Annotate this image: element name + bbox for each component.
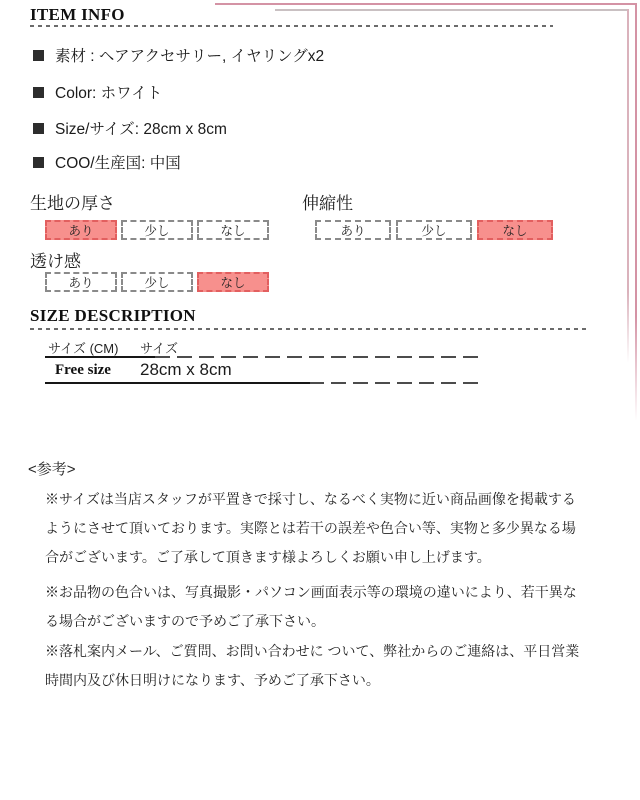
bullet-item-label: Size/サイズ: 28cm x 8cm: [55, 121, 227, 138]
reference-paragraph-color: ※お品物の色合いは、写真撮影・パソコン画面表示等の環境の違いにより、若干異なる場合がございますので予めご了承下さい。: [45, 584, 577, 629]
bullet-item-size: [33, 117, 227, 139]
size-table-row-rule: [45, 382, 485, 384]
size-table-col-header-cm: サイズ (CM): [48, 341, 119, 356]
size-description-underline: [30, 328, 590, 330]
square-bullet-icon: [33, 157, 44, 168]
corner-frame-outer-right: [635, 3, 637, 421]
chip-nashi-selected: なし: [477, 220, 553, 240]
chip-ari: あり: [315, 220, 391, 240]
item-info-underline: [30, 25, 553, 27]
chip-sukoshi: 少し: [396, 220, 472, 240]
attr-label-stretch: 伸縮性: [302, 194, 353, 213]
attr-label-fabric-thickness: 生地の厚さ: [30, 194, 115, 213]
corner-frame-inner-top: [275, 9, 629, 11]
chip-ari: あり: [45, 272, 117, 292]
reference-title: <参考>: [28, 461, 76, 478]
chip-ari-selected: あり: [45, 220, 117, 240]
bullet-item-coo: [33, 151, 181, 173]
chip-sukoshi: 少し: [121, 220, 193, 240]
size-table-row-label: Free size: [55, 362, 111, 378]
chip-nashi: なし: [197, 220, 269, 240]
reference-paragraph-sizing: ※サイズは当店スタッフが平置きで採寸し、なるべく実物に近い商品画像を掲載するようにさせて頂いております。実際とは若干の誤差や色合い等、実物と多少異なる場合がございます。ご了承して頂きます様よろしくお願い申し上げます。: [45, 491, 576, 565]
bullet-item-material: [33, 44, 324, 66]
square-bullet-icon: [33, 50, 44, 61]
item-info-title: ITEM INFO: [30, 5, 125, 24]
bullet-item-label: 素材 : ヘアアクセサリー, イヤリングx2: [55, 48, 325, 65]
chip-sukoshi: 少し: [121, 272, 193, 292]
size-table-header-rule: [45, 356, 485, 358]
bullet-item-color: [33, 81, 162, 103]
square-bullet-icon: [33, 87, 44, 98]
square-bullet-icon: [33, 123, 44, 134]
bullet-item-label: COO/生産国: 中国: [55, 155, 181, 172]
size-table-col-header-size: サイズ: [140, 341, 178, 356]
size-description-title: SIZE DESCRIPTION: [30, 306, 196, 325]
chip-nashi-selected: なし: [197, 272, 269, 292]
size-table-row-value: 28cm x 8cm: [140, 360, 232, 379]
attr-label-sheerness: 透け感: [30, 252, 81, 271]
corner-frame-inner-right: [627, 9, 629, 363]
corner-frame-outer-top: [215, 3, 637, 5]
attr-chips-fabric-thickness: [45, 220, 269, 240]
attr-chips-sheerness: [45, 272, 269, 292]
bullet-item-label: Color: ホワイト: [55, 85, 163, 102]
attr-chips-stretch: [315, 220, 553, 240]
reference-paragraph-contact: ※落札案内メール、ご質問、お問い合わせに ついて、弊社からのご連絡は、平日営業時間内及び休日明けになります、予めご了承下さい。: [45, 643, 580, 688]
